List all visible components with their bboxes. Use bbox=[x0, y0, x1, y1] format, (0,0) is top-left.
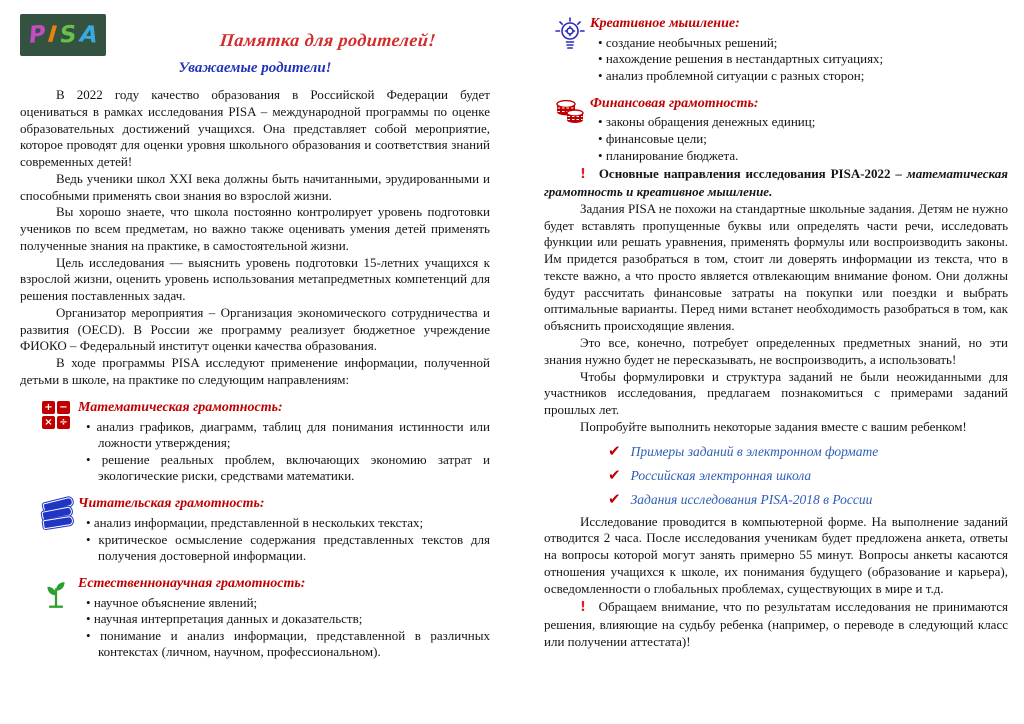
section-title: Естественнонаучная грамотность: bbox=[78, 575, 306, 591]
pisa-logo bbox=[20, 14, 106, 56]
alert-paragraph bbox=[544, 599, 1008, 650]
section-title: Математическая грамотность: bbox=[78, 399, 283, 415]
checkmark-icon: ✔ bbox=[608, 465, 621, 484]
logo-letter: S bbox=[58, 20, 78, 49]
bullet-item: • научная интерпретация данных и доказательств; bbox=[86, 611, 490, 628]
bullet-item: • научное объяснение явлений; bbox=[86, 595, 490, 612]
section-math-literacy bbox=[42, 400, 490, 485]
bullet-item: • нахождение решения в нестандартных ситуациях; bbox=[598, 51, 1008, 68]
checkmark-icon: ✔ bbox=[608, 441, 621, 460]
math-operations-icon: + − × ÷ bbox=[42, 400, 78, 485]
body-paragraph: В ходе программы PISA исследуют применение информации, полученной детьми в школе, на практике по следующим направлениям: bbox=[20, 355, 490, 388]
body-paragraph: Попробуйте выполнить некоторые задания вместе с вашим ребенком! bbox=[580, 418, 967, 434]
lightbulb-idea-icon bbox=[554, 16, 590, 85]
body-paragraph: Ведь ученики школ XXI века должны быть начитанными, эрудированными и способными применять свои знания во взрослой жизни. bbox=[20, 170, 490, 203]
greeting: Уважаемые родители! bbox=[178, 60, 332, 76]
left-column bbox=[20, 14, 490, 661]
logo-letter: I bbox=[47, 21, 59, 48]
section-creative-thinking bbox=[554, 16, 1008, 85]
link-item[interactable] bbox=[608, 442, 1008, 460]
bullet-item: • финансовые цели; bbox=[598, 131, 1008, 148]
body-paragraph: Задания PISA не похожи на стандартные школьные задания. Детям не нужно будет вставлять пропущенные буквы или определять части речи, исследовать функции или решать уравнения, применять формулы или воспроизводить законы. Им придется разобраться в том, стоит ли доверять информации из текста, что в тексте важно, а что просто является отвлекающим внимание фоном. Они должны будут рассчитать финансовые затраты на покупки или поездки и выбрать оптимальные варианты. Перед ними встанет необходимость разобраться в том, как объяснить происходящие явления. bbox=[544, 200, 1008, 334]
doc-title: Памятка для родителей! bbox=[219, 30, 438, 50]
alert-italic-text: математическая грамотность и креативное мышление. bbox=[544, 166, 1008, 200]
coins-icon bbox=[554, 96, 590, 165]
alert-bold-text: Основные направления исследования PISA-2022 – bbox=[598, 166, 902, 182]
body-paragraph: Исследование проводится в компьютерной форме. На выполнение заданий отводится 2 часа. После исследования ученикам будет предложена анкета, ответы на вопросы которой могут занять примерно 55 минут. Вопросы анкеты касаются отношения учащихся к школе, их понимания будущего (образование и карьера), осведомленности о глобальных проблемах, существующих в мире и т.д. bbox=[544, 513, 1008, 596]
body-paragraph: Вы хорошо знаете, что школа постоянно контролирует уровень подготовки учеников по всем предметам, но важно также оценивать умения детей применять полученные знания на практике, в самостоятельной жизни. bbox=[20, 204, 490, 253]
bullet-item: • анализ проблемной ситуации с разных сторон; bbox=[598, 68, 1008, 85]
bullet-item: • анализ информации, представленной в нескольких текстах; bbox=[86, 515, 490, 532]
logo-letter: A bbox=[78, 20, 99, 49]
section-financial-literacy bbox=[554, 96, 1008, 165]
section-reading-literacy bbox=[42, 496, 490, 565]
alert-paragraph bbox=[544, 166, 1008, 201]
link-label[interactable]: Российская электронная школа bbox=[630, 467, 812, 483]
body-paragraph: Чтобы формулировки и структура заданий не были неожиданными для участников исследования, предлагаем познакомиться с примерами заданий прошлых лет. bbox=[544, 368, 1008, 418]
body-paragraph: В 2022 году качество образования в Российской Федерации будет оцениваться в рамках исследования PISA – международной программы по оценке образовательных достижений учащихся. Она представляет собой мероприятие, которое проводят для оценки уровня школьного образования и соответствия знаний современных детей! bbox=[20, 87, 490, 170]
logo-letter: P bbox=[27, 20, 47, 49]
bullet-item: • создание необычных решений; bbox=[598, 35, 1008, 52]
plant-sprout-icon bbox=[42, 576, 78, 661]
body-paragraph: Цель исследования — выяснить уровень подготовки 15-летних учащихся к взрослой жизни, оценить уровень использования метапредметных компетенций для решения поставленных задач. bbox=[20, 254, 490, 304]
link-label[interactable]: Примеры заданий в электронном формате bbox=[630, 443, 879, 459]
bullet-item: • критическое осмысление содержания представленных текстов для получения достоверной информации. bbox=[86, 532, 490, 565]
body-paragraph: Это все, конечно, потребует определенных предметных знаний, но эти знания нужно будет не пересказывать, не воспроизводить, а использовать! bbox=[544, 335, 1008, 367]
bullet-item: • законы обращения денежных единиц; bbox=[598, 114, 1008, 131]
link-label[interactable]: Задания исследования PISA-2018 в России bbox=[630, 491, 873, 507]
section-science-literacy bbox=[42, 576, 490, 661]
exclamation-mark: ! bbox=[580, 600, 586, 616]
bullet-item: • решение реальных проблем, включающих экономию затрат и экологические риски, средствами математики. bbox=[86, 452, 490, 485]
links-list bbox=[608, 442, 1008, 508]
right-column bbox=[544, 14, 1008, 651]
link-item[interactable] bbox=[608, 466, 1008, 484]
books-icon bbox=[42, 496, 78, 565]
section-title: Читательская грамотность: bbox=[78, 496, 265, 512]
header bbox=[20, 14, 490, 56]
link-item[interactable] bbox=[608, 490, 1008, 508]
bullet-item: • понимание и анализ информации, представленной в различных контекстах (личном, научном, профессиональном). bbox=[86, 628, 490, 661]
section-title: Креативное мышление: bbox=[590, 16, 740, 31]
bullet-item: • планирование бюджета. bbox=[598, 148, 1008, 165]
section-title: Финансовая грамотность: bbox=[590, 95, 759, 111]
exclamation-mark: ! bbox=[580, 167, 586, 183]
body-paragraph: Организатор мероприятия – Организация экономического сотрудничества и развития (OECD). В России же программу реализует бюджетное учреждение ФИОКО – Федеральный институт оценки качества образования. bbox=[20, 304, 490, 354]
checkmark-icon: ✔ bbox=[608, 489, 621, 508]
bullet-item: • анализ графиков, диаграмм, таблиц для понимания истинности или ложности утверждения; bbox=[86, 419, 490, 452]
alert-text: Обращаем внимание, что по результатам исследования не принимаются решения, влияющие на судьбу ребенка (например, о переводе в следующий класс или получении аттестата)! bbox=[544, 599, 1009, 649]
